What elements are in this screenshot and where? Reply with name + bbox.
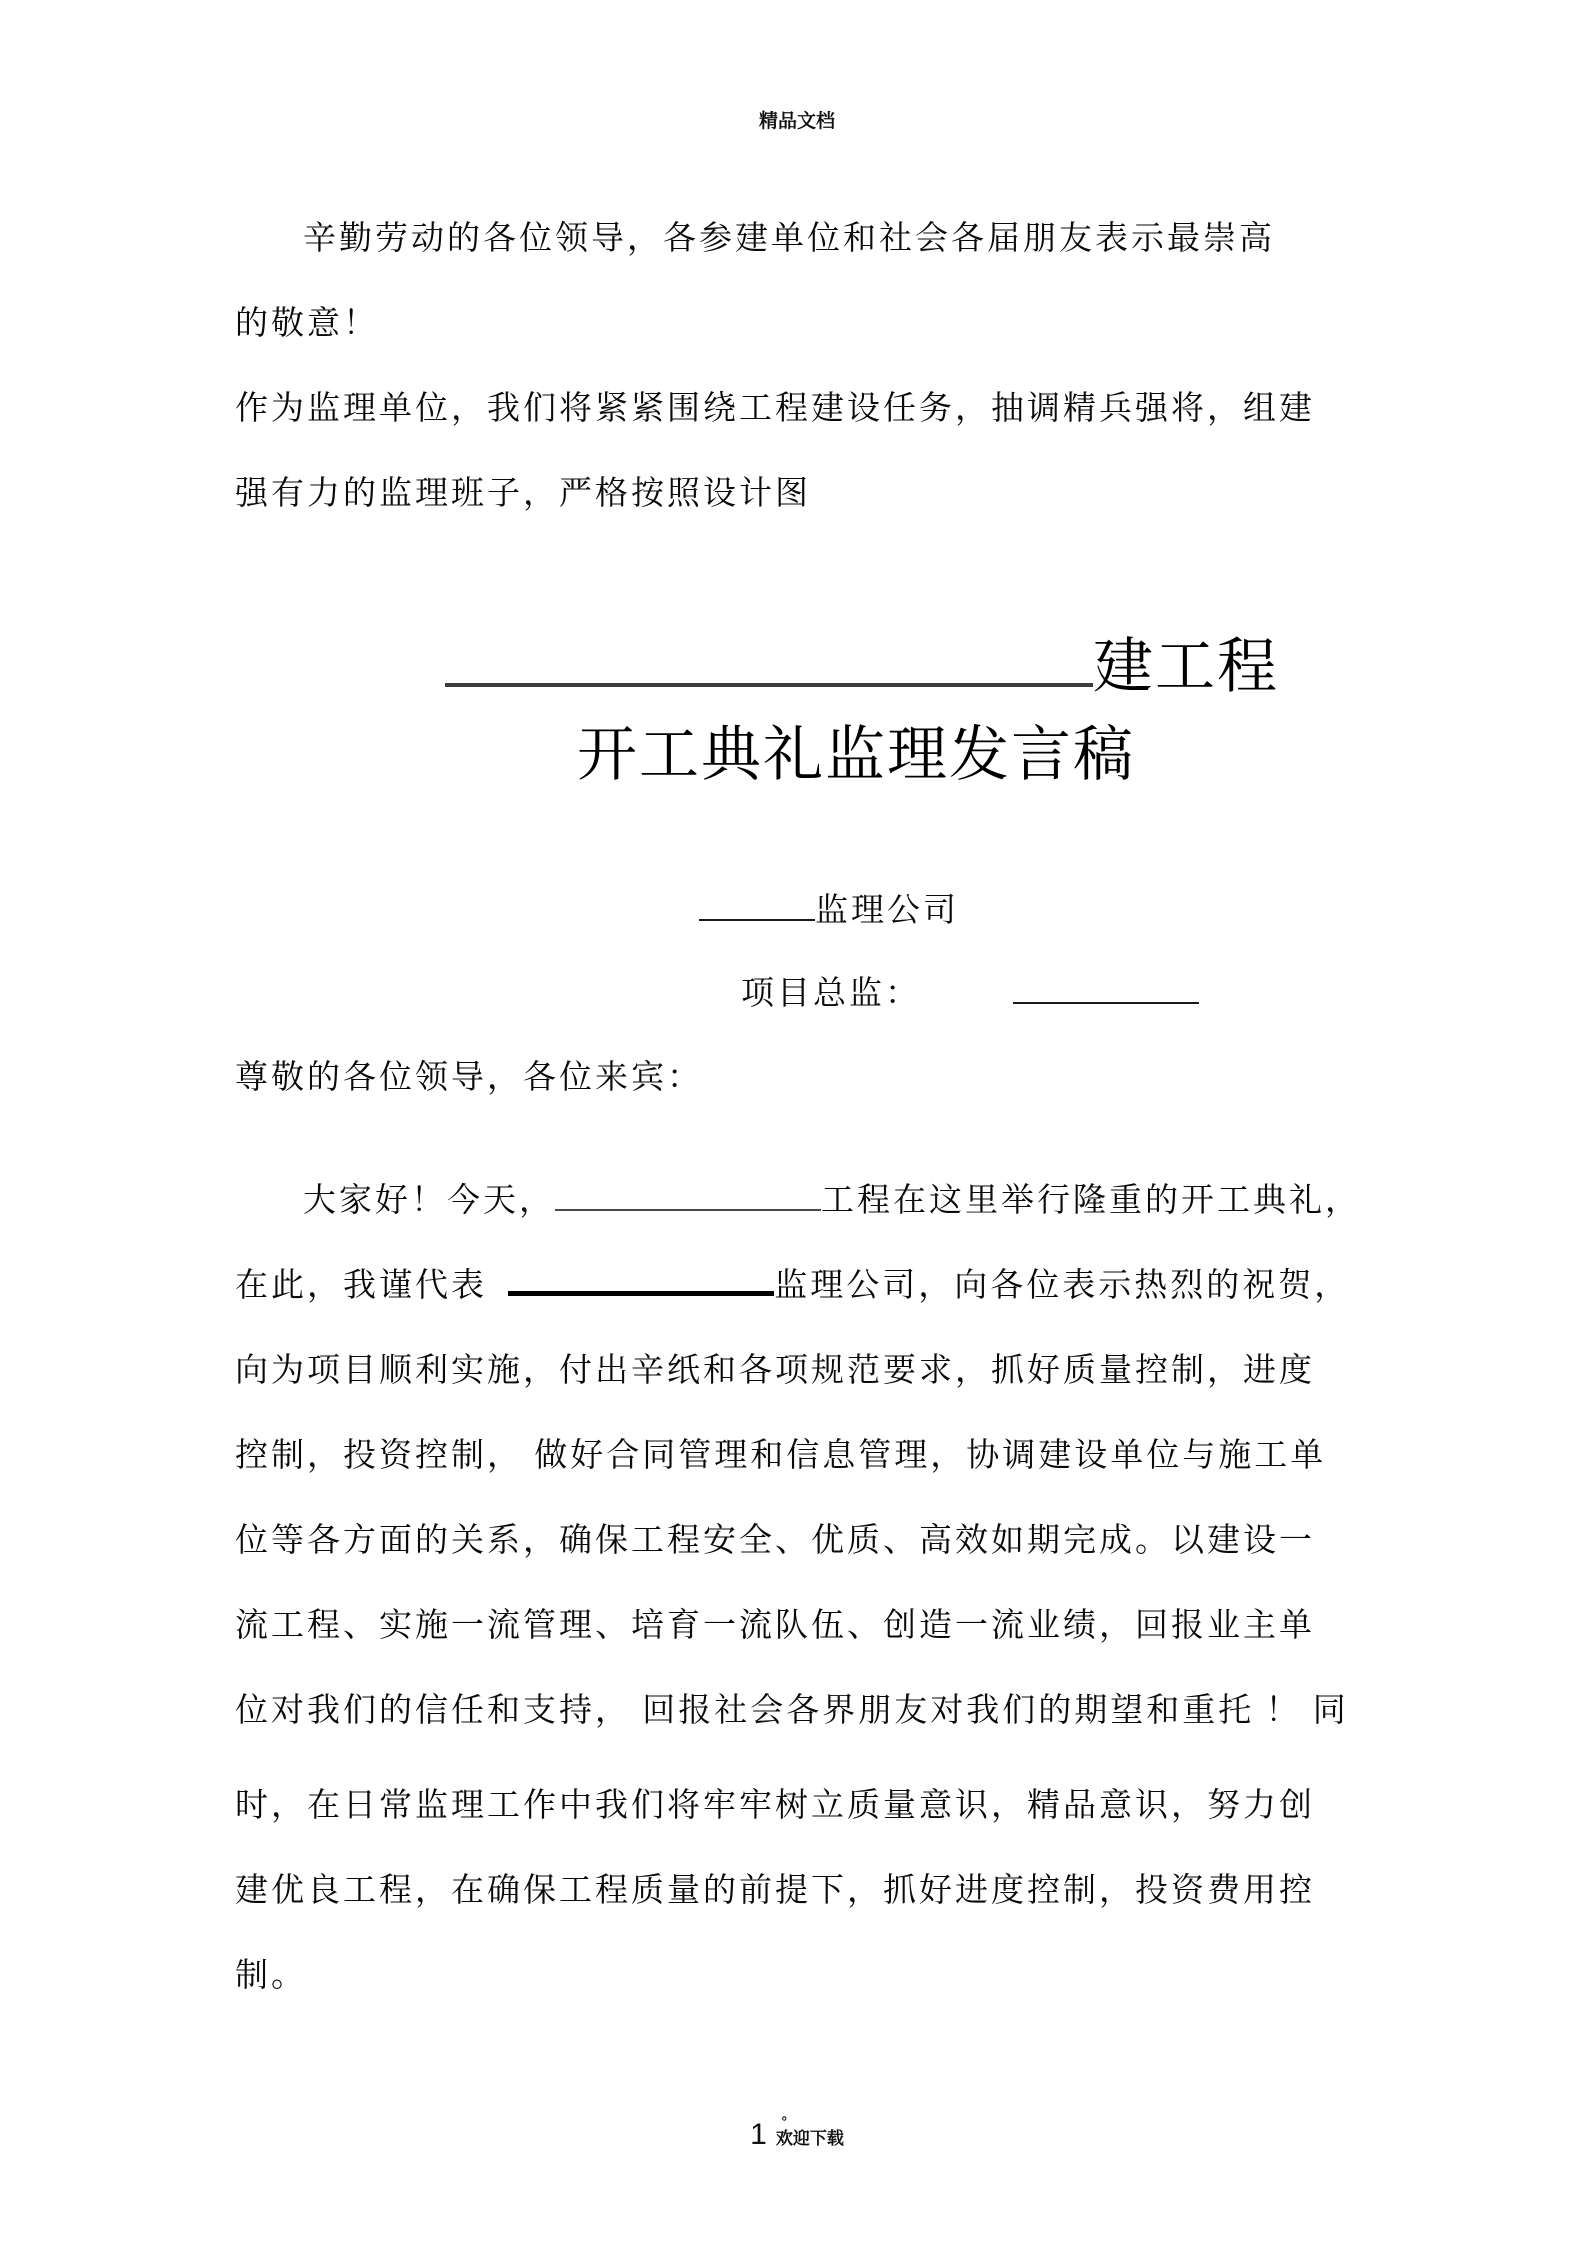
download-note xyxy=(775,2107,844,2149)
doc-line: 流工程、实施一流管理、培育一流队伍、创造一流业绩，回报业主单 xyxy=(235,1608,1315,1644)
doc-text: 在此，我谨代表 xyxy=(235,1268,499,1304)
paragraph-1 xyxy=(235,197,1365,367)
doc-line: 向为项目顺利实施，付出辛纸和各项规范要求，抓好质量控制，进度 xyxy=(235,1353,1315,1389)
fill-in-blank-underline xyxy=(555,1179,821,1211)
doc-text: 监理公司，向各位表示热烈的祝贺， xyxy=(774,1268,1351,1304)
director-line xyxy=(235,952,1365,1037)
footnote-ring: 。 xyxy=(781,2107,795,2122)
doc-text: 大家好！今天， xyxy=(303,1183,555,1219)
doc-line: 位对我们的信任和支持， 回报社会各界朋友对我们的期望和重托 ！ 同 xyxy=(235,1693,1349,1729)
paragraph-4 xyxy=(235,1764,1365,2019)
doc-line: 建优良工程，在确保工程质量的前提下，抓好进度控制，投资费用控 xyxy=(235,1873,1315,1909)
doc-line xyxy=(235,1159,1365,1244)
doc-title xyxy=(235,623,1365,799)
fill-in-blank-underline xyxy=(445,628,1093,687)
fill-in-blank-underline xyxy=(699,889,815,921)
company-suffix: 监理公司 xyxy=(815,893,959,929)
salutation xyxy=(235,1036,1365,1121)
doc-line: 时，在日常监理工作中我们将牢牢树立质量意识，精品意识，努力创 xyxy=(235,1788,1315,1824)
doc-line xyxy=(235,1244,1365,1329)
doc-line: 尊敬的各位领导，各位来宾： xyxy=(235,1060,703,1096)
doc-title-line-2: 开工典礼监理发言稿 xyxy=(577,722,1135,788)
page-number: 1 xyxy=(750,2118,767,2151)
page-footer xyxy=(0,2107,1594,2152)
doc-line: 控制，投资控制， 做好合同管理和信息管理，协调建设单位与施工单 xyxy=(235,1438,1327,1474)
doc-line: 辛勤劳动的各位领导，各参建单位和社会各届朋友表示最崇高 xyxy=(303,221,1275,257)
doc-line: 的敬意！ xyxy=(235,306,379,342)
director-label: 项目总监： xyxy=(741,976,921,1012)
doc-line: 制。 xyxy=(235,1958,307,1994)
doc-line: 位等各方面的关系，确保工程安全、优质、高效如期完成。以建设一 xyxy=(235,1523,1315,1559)
download-note-text: 欢迎下载 xyxy=(775,2129,844,2148)
company-line xyxy=(235,869,1365,954)
fill-in-blank-underline xyxy=(1013,972,1199,1004)
doc-text: 工程在这里举行隆重的开工典礼， xyxy=(821,1183,1361,1219)
doc-line: 作为监理单位，我们将紧紧围绕工程建设任务，抽调精兵强将，组建 xyxy=(235,391,1315,427)
doc-title-line-1 xyxy=(235,623,1365,711)
fill-in-blank-underline xyxy=(508,1261,774,1296)
paragraph-2 xyxy=(235,367,1365,537)
paragraph-3 xyxy=(235,1159,1365,1754)
header-watermark: 精品文档 xyxy=(758,111,835,132)
doc-line: 强有力的监理班子，严格按照设计图 xyxy=(235,476,811,512)
doc-title-text: 建工程 xyxy=(1093,634,1279,700)
